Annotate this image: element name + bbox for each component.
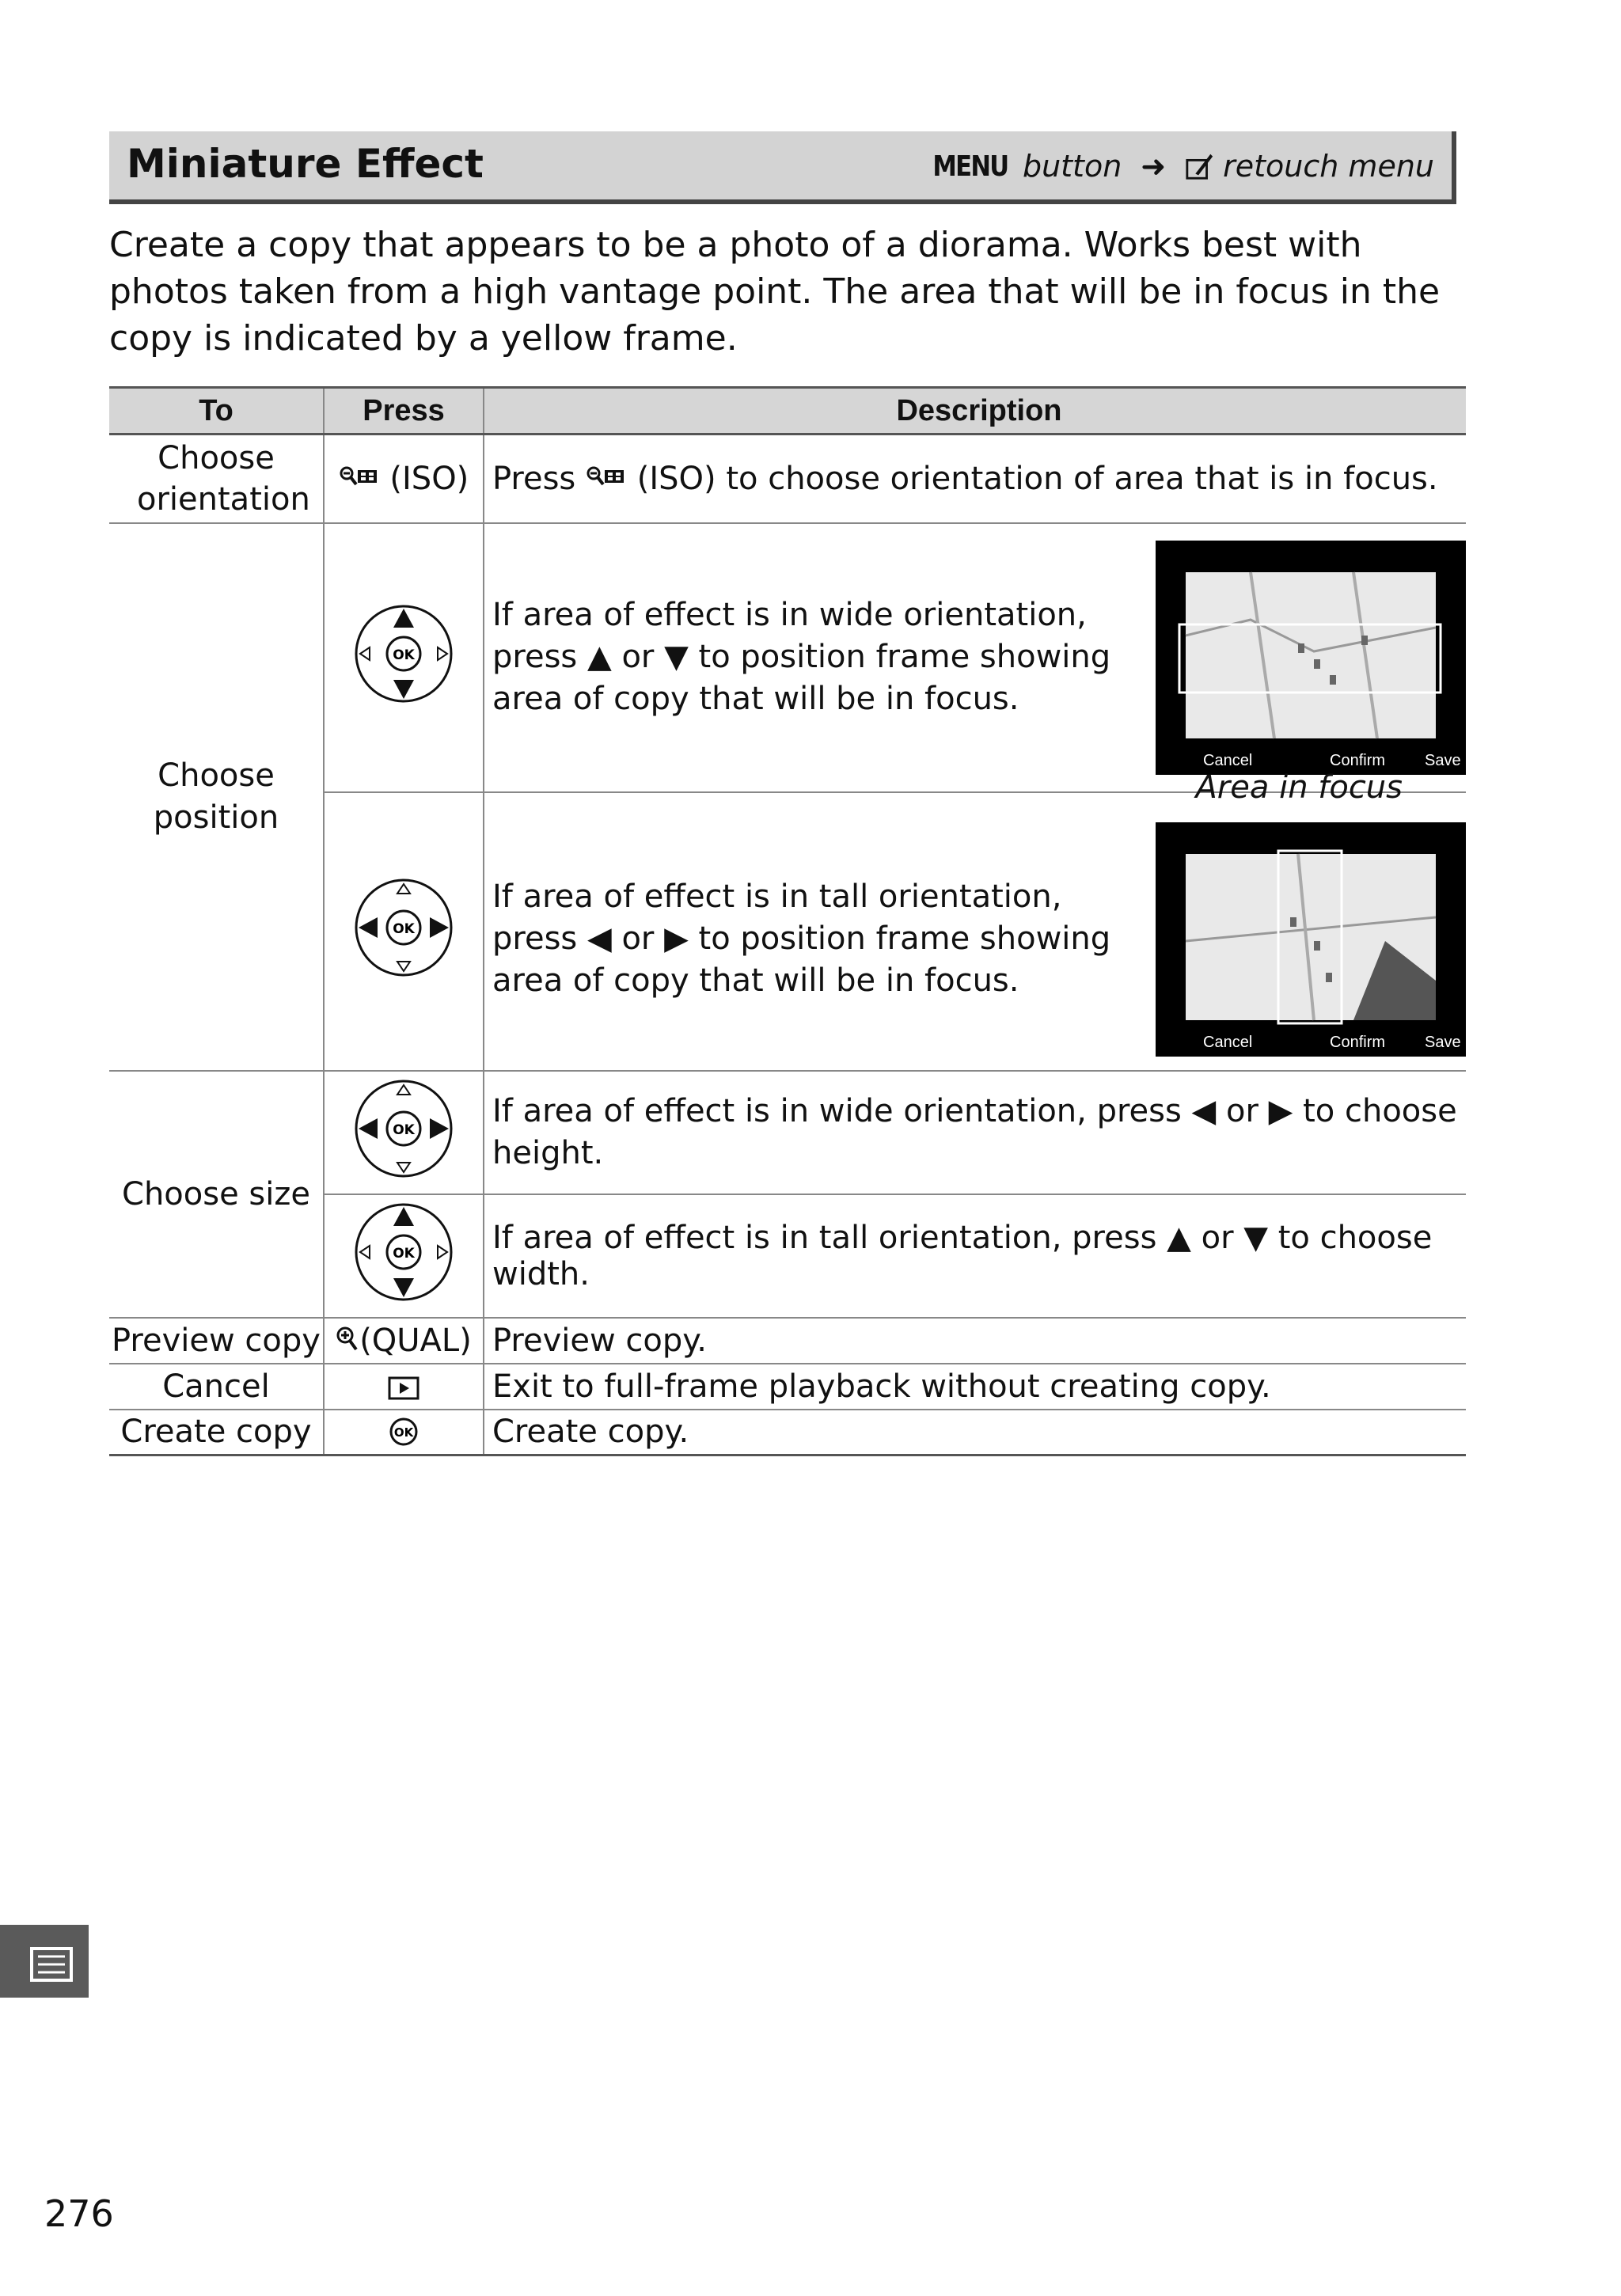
desc-text-pre: Press: [492, 460, 586, 497]
desc-text-post: to choose orientation of area that is in focus.: [716, 460, 1438, 497]
row-label-cancel: Cancel: [109, 1364, 324, 1410]
press-cell: [324, 1318, 484, 1364]
row-label-size: Choose size: [109, 1071, 324, 1318]
press-cell: [324, 1410, 484, 1455]
press-cell: [324, 523, 484, 792]
screen-confirm-label: Confirm: [1330, 1033, 1386, 1051]
iso-label: (ISO): [389, 460, 469, 497]
table-row: [109, 523, 1466, 792]
table-row: [109, 435, 1466, 523]
section-header: [109, 131, 1456, 204]
intro-paragraph: Create a copy that appears to be a photo of a diorama. Works best with photos taken from a high vantage point. The area that will be in focus in the copy is indicated by a yellow frame.: [109, 225, 1441, 359]
screen-save-label: Save: [1425, 751, 1461, 769]
wide-position-description: If area of effect is in wide orientation, press ▲ or ▼ to position frame showing area of copy that will be in focus.: [492, 597, 1111, 717]
svg-text:OK: OK: [393, 647, 415, 663]
desc-iso-label: (ISO): [636, 460, 716, 497]
column-header-to: To: [109, 388, 324, 435]
wide-size-description: If area of effect is in wide orientation, press ◀ or ▶ to choose height.: [492, 1092, 1457, 1171]
page-number: 276: [44, 2192, 114, 2235]
multi-selector-up-down-icon: [354, 604, 454, 704]
description-cell: Preview copy.: [484, 1318, 1466, 1364]
table-row: [109, 1364, 1466, 1410]
menu-button-suffix: button: [1022, 149, 1122, 184]
description-cell: [484, 1071, 1466, 1194]
svg-text:OK: OK: [393, 1245, 415, 1262]
retouch-section-tab: [0, 1925, 89, 1998]
arrow-icon: ➜: [1141, 149, 1167, 184]
description-cell: [484, 768, 1466, 1071]
row-label-text: Choose orientation: [137, 439, 310, 518]
tall-orientation-screen: [1156, 822, 1466, 1057]
press-cell: [324, 1194, 484, 1318]
zoom-out-thumbnail-icon: [339, 461, 390, 497]
press-cell: [324, 792, 484, 1071]
zoom-in-icon: [336, 1326, 359, 1353]
wide-orientation-screen: [1156, 541, 1466, 775]
table-row: [109, 1318, 1466, 1364]
row-label-create: Create copy: [109, 1410, 324, 1455]
area-in-focus-callout: Area in focus: [1195, 768, 1403, 806]
multi-selector-left-right-icon: [354, 878, 454, 977]
table-row: [109, 1410, 1466, 1455]
description-cell: [484, 435, 1466, 523]
press-cell: [324, 1071, 484, 1194]
screen-save-label: Save: [1425, 1033, 1461, 1051]
row-label-orientation: [109, 435, 324, 523]
svg-text:OK: OK: [393, 1121, 415, 1138]
column-header-press: Press: [324, 388, 484, 435]
controls-table: [109, 386, 1466, 1456]
table-header-row: [109, 388, 1466, 435]
multi-selector-left-right-icon: [354, 1079, 454, 1178]
playback-button-icon: [388, 1376, 419, 1400]
zoom-out-thumbnail-icon: [586, 465, 627, 492]
tall-position-description: If area of effect is in tall orientation, press ◀ or ▶ to position frame showing area of copy that will be in focus.: [492, 879, 1111, 999]
row-label-text: Choose position: [153, 757, 279, 836]
page-title: Miniature Effect: [127, 141, 484, 187]
screen-cancel-label: Cancel: [1203, 1033, 1253, 1051]
retouch-menu-icon: [0, 1925, 89, 1998]
menu-path: [926, 149, 1434, 184]
qual-label: (QUAL): [359, 1322, 472, 1359]
row-label-preview: Preview copy: [109, 1318, 324, 1364]
description-cell: [484, 523, 1466, 792]
column-header-description: Description: [484, 388, 1466, 435]
retouch-menu-icon: [1185, 151, 1215, 181]
row-label-position: [109, 523, 324, 1071]
multi-selector-up-down-icon: [354, 1202, 454, 1302]
ok-button-icon: [389, 1417, 419, 1447]
svg-text:OK: OK: [393, 920, 415, 937]
table-row: [109, 1071, 1466, 1194]
tall-size-description: If area of effect is in tall orientation, press ▲ or ▼ to choose width.: [492, 1219, 1433, 1292]
description-cell: [484, 1194, 1466, 1318]
retouch-menu-label: retouch menu: [1223, 149, 1434, 184]
menu-button-label: MENU: [932, 150, 1008, 183]
svg-text:OK: OK: [393, 1425, 414, 1440]
screen-cancel-label: Cancel: [1203, 751, 1253, 769]
description-cell: Exit to full-frame playback without creating copy.: [484, 1364, 1466, 1410]
description-cell: Create copy.: [484, 1410, 1466, 1455]
press-cell: [324, 435, 484, 523]
press-cell: [324, 1364, 484, 1410]
screen-confirm-label: Confirm: [1330, 751, 1386, 769]
